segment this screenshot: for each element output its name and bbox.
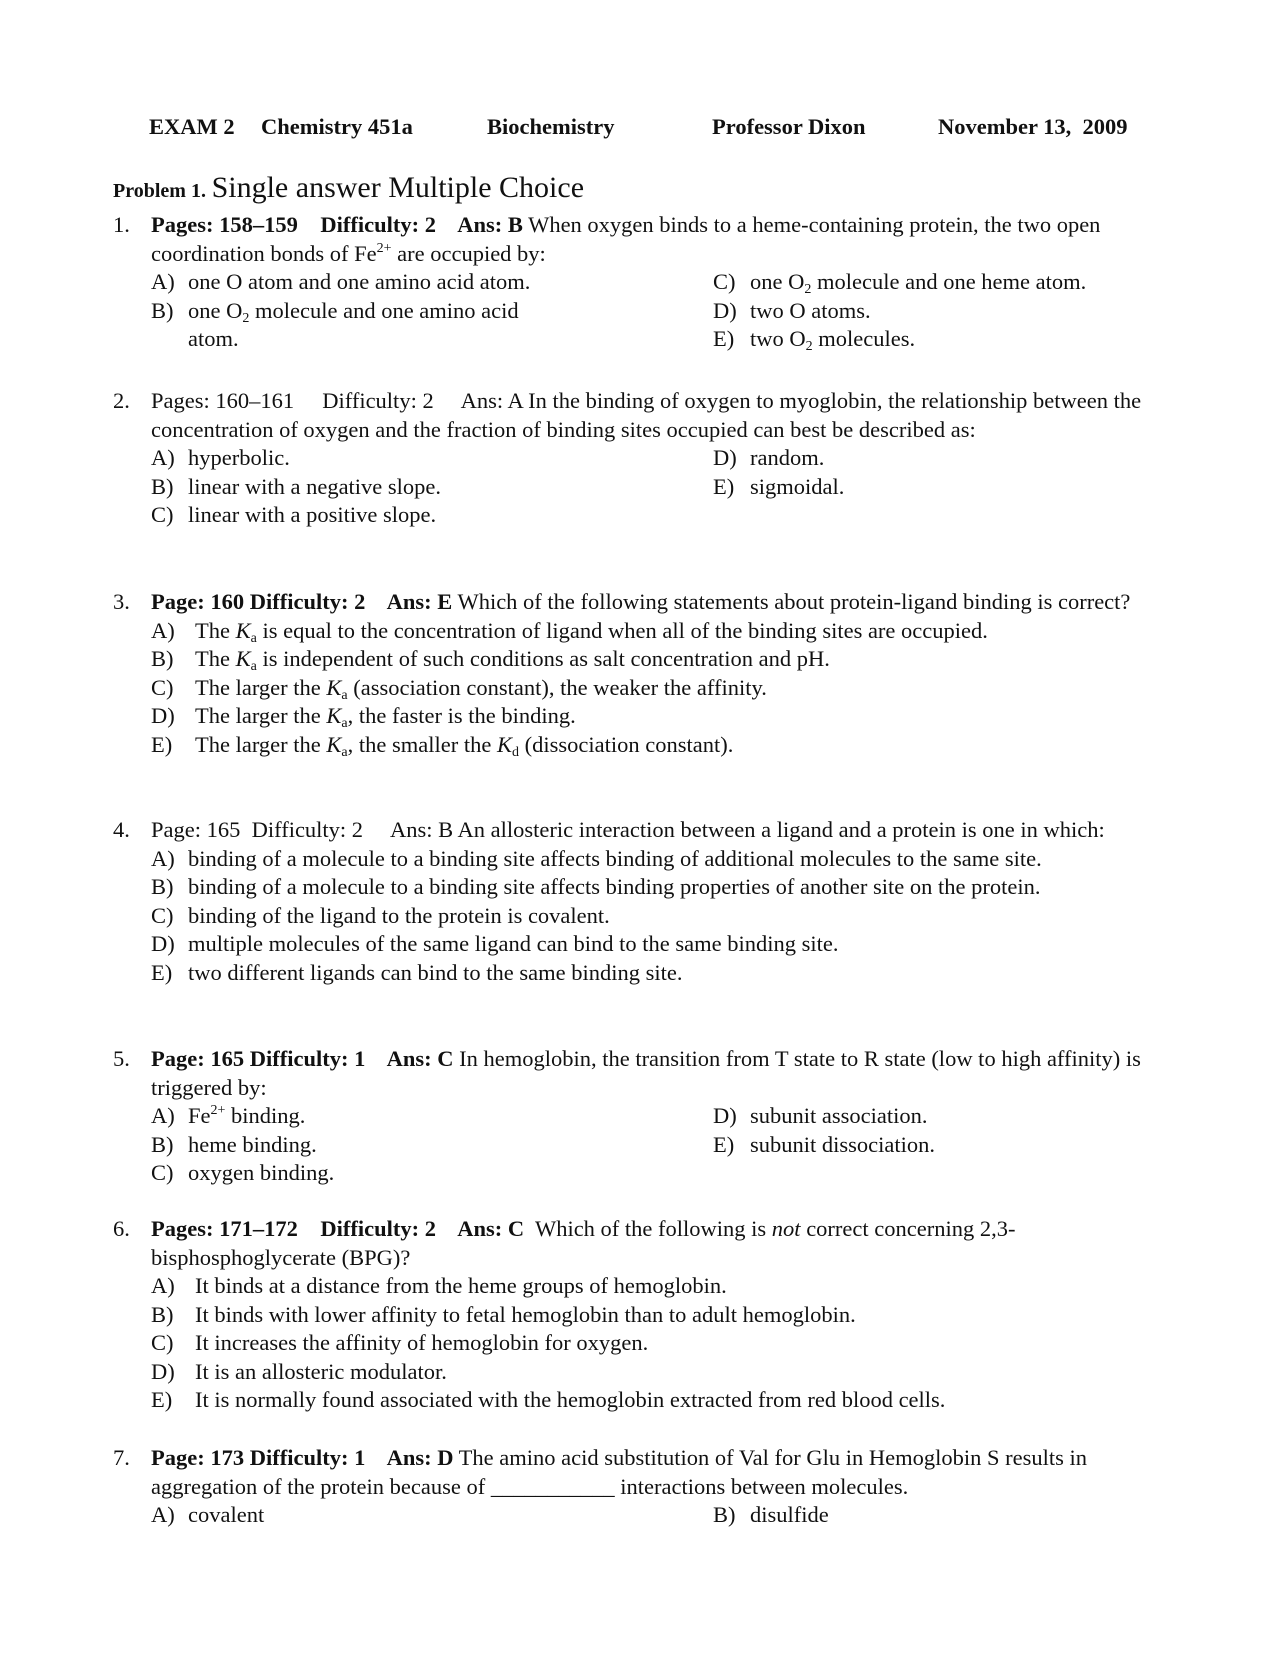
- option-a[interactable]: A) one O atom and one amino acid atom.: [151, 269, 531, 294]
- options: [113, 1272, 1173, 1415]
- question-2: [113, 387, 1173, 530]
- question-meta: Pages: 158–159 Difficulty: 2 Ans: B: [151, 212, 523, 237]
- option-a[interactable]: A) It binds at a distance from the heme groups of hemoglobin.: [151, 1273, 727, 1298]
- options: [113, 617, 1173, 760]
- question-text: 2. Pages: 160–161 Difficulty: 2 Ans: A In the binding of oxygen to myoglobin, the relationship between the concentration of oxygen and the fraction of binding sites occupied can best be described as:: [113, 388, 1142, 442]
- exam-header: [0, 113, 1280, 143]
- question-number: 7.: [113, 1445, 130, 1470]
- question-meta: Pages: 160–161 Difficulty: 2 Ans: A: [151, 388, 523, 413]
- option-e[interactable]: E) It is normally found associated with the hemoglobin extracted from red blood cells.: [151, 1387, 946, 1412]
- options: [113, 1102, 1173, 1188]
- question-meta: Page: 173 Difficulty: 1 Ans: D: [151, 1445, 454, 1470]
- question-1: [113, 211, 1173, 354]
- option-b[interactable]: B) It binds with lower affinity to fetal hemoglobin than to adult hemoglobin.: [151, 1301, 856, 1327]
- question-3: [113, 588, 1173, 759]
- option-b[interactable]: B) disulfide: [713, 1502, 829, 1527]
- option-d[interactable]: D) random.: [713, 445, 825, 470]
- option-c[interactable]: C) linear with a positive slope.: [151, 502, 437, 527]
- question-text: 6. Pages: 171–172 Difficulty: 2 Ans: C Which of the following is not correct concerning 2,3-bisphosphoglycerate (BPG)?: [113, 1216, 1016, 1270]
- option-e[interactable]: E) two $O_2$ molecules.: [713, 326, 916, 354]
- question-7: [113, 1444, 1173, 1531]
- question-meta: Page: 165 Difficulty: 1 Ans: C: [151, 1046, 454, 1071]
- options: [113, 444, 1173, 530]
- option-e[interactable]: E) sigmoidal.: [713, 473, 845, 499]
- option-e[interactable]: E) two different ligands can bind to the same binding site.: [151, 959, 683, 985]
- options: [113, 268, 1173, 354]
- option-b[interactable]: B) heme binding.: [151, 1131, 317, 1157]
- question-text: 3. Page: 160 Difficulty: 2 Ans: E Which of the following statements about protein-ligand binding is correct?: [113, 588, 1173, 617]
- option-b[interactable]: B) The $K_a$ is independent of such conditions as salt concentration and pH.: [151, 646, 830, 674]
- option-c[interactable]: C) one $O_2$ molecule and one heme atom.: [713, 269, 1087, 297]
- options: [113, 845, 1173, 988]
- option-d[interactable]: D) It is an allosteric modulator.: [151, 1358, 447, 1384]
- course-name: Chemistry 451a: [261, 114, 413, 139]
- subject: Biochemistry: [487, 114, 615, 139]
- options: [113, 1501, 1173, 1531]
- question-number: 2.: [113, 388, 130, 413]
- question-number: 6.: [113, 1216, 130, 1241]
- exam-number: EXAM 2: [149, 114, 235, 139]
- question-meta: Page: 165 Difficulty: 2 Ans: B: [151, 817, 454, 842]
- question-number: 5.: [113, 1046, 130, 1071]
- option-a[interactable]: A) The $K_a$ is equal to the concentration of ligand when all of the binding sites are occupied.: [151, 617, 988, 646]
- question-text: 4. Page: 165 Difficulty: 2 Ans: B An allosteric interaction between a ligand and a protein is one in which:: [113, 816, 1173, 845]
- question-4: [113, 816, 1173, 987]
- option-d[interactable]: D) two O atoms.: [713, 297, 871, 323]
- option-c[interactable]: C) The larger the $K_a$ (association constant), the weaker the affinity.: [151, 674, 767, 703]
- problem-title: Single answer Multiple Choice: [211, 171, 585, 204]
- option-a[interactable]: A) covalent: [151, 1502, 265, 1527]
- option-d[interactable]: D) The larger the $K_a$, the faster is the binding.: [151, 703, 576, 731]
- option-c[interactable]: C) oxygen binding.: [151, 1160, 335, 1185]
- exam-date: November 13, 2009: [938, 114, 1128, 139]
- problem-heading: [113, 171, 585, 206]
- option-c[interactable]: C) binding of the ligand to the protein is covalent.: [151, 902, 610, 928]
- question-5: [113, 1045, 1173, 1188]
- question-number: 1.: [113, 212, 130, 237]
- question-meta: Page: 160 Difficulty: 2 Ans: E: [151, 589, 453, 614]
- option-b[interactable]: B) one $O_2$ molecule and one amino acid atom.: [151, 297, 519, 351]
- problem-label: Problem 1.: [113, 180, 206, 202]
- professor-name: Professor Dixon: [712, 114, 866, 139]
- question-6: [113, 1215, 1173, 1415]
- option-b[interactable]: B) binding of a molecule to a binding site affects binding properties of another site on the protein.: [151, 874, 1041, 899]
- option-e[interactable]: E) The larger the $K_a$, the smaller the $K_d$ (dissociation constant).: [151, 731, 734, 760]
- option-c[interactable]: C) It increases the affinity of hemoglobin for oxygen.: [151, 1330, 649, 1355]
- option-a[interactable]: A) $Fe^{2+}$ binding.: [151, 1103, 306, 1128]
- question-text: 7. Page: 173 Difficulty: 1 Ans: D The amino acid substitution of Val for Glu in Hemoglobin S results in aggregation of the protein because of ___________ interactions between molecules.: [113, 1445, 1087, 1499]
- question-number: 3.: [113, 589, 130, 614]
- question-text: 5. Page: 165 Difficulty: 1 Ans: C In hemoglobin, the transition from T state to R state (low to high affinity) is triggered by:: [113, 1046, 1141, 1100]
- question-text: 1. Pages: 158–159 Difficulty: 2 Ans: B When oxygen binds to a heme-containing protein, the two open coordination bonds of $Fe^{2+}$ are occupied by:: [113, 212, 1101, 266]
- option-b[interactable]: B) linear with a negative slope.: [151, 473, 442, 499]
- option-d[interactable]: D) multiple molecules of the same ligand can bind to the same binding site.: [151, 931, 839, 956]
- option-d[interactable]: D) subunit association.: [713, 1103, 928, 1128]
- option-a[interactable]: A) hyperbolic.: [151, 445, 290, 470]
- option-a[interactable]: A) binding of a molecule to a binding site affects binding of additional molecules to the same site.: [151, 845, 1042, 871]
- question-meta: Pages: 171–172 Difficulty: 2 Ans: C: [151, 1216, 525, 1241]
- question-number: 4.: [113, 817, 130, 842]
- option-e[interactable]: E) subunit dissociation.: [713, 1131, 935, 1157]
